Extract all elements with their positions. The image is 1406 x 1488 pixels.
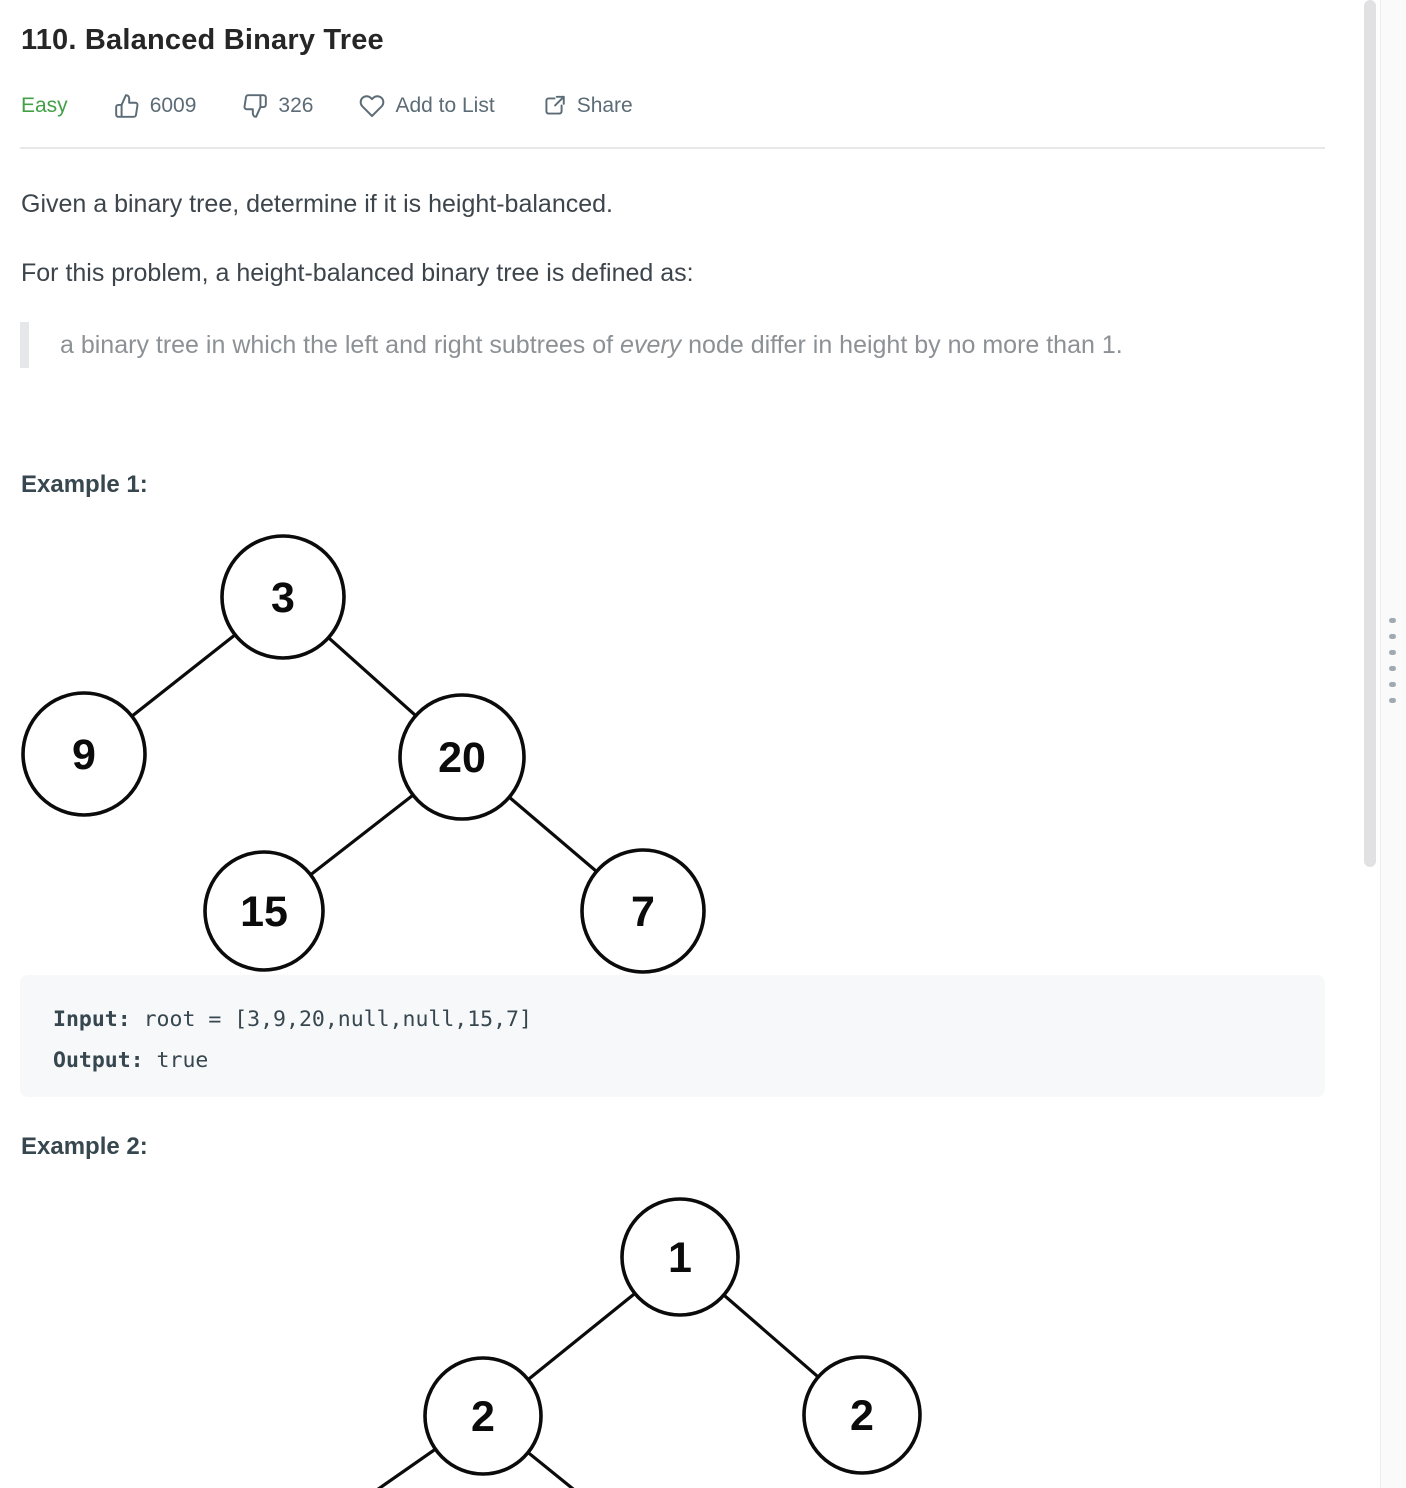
description-paragraph: Given a binary tree, determine if it is height-balanced.	[21, 190, 613, 218]
input-label: Input:	[53, 1007, 131, 1032]
output-label: Output:	[53, 1048, 144, 1073]
like-button[interactable]	[114, 93, 197, 119]
input-value: root = [3,9,20,null,null,15,7]	[130, 1007, 532, 1032]
handle-dot	[1389, 634, 1396, 639]
example-1-tree-diagram	[0, 525, 1406, 980]
dislike-button[interactable]	[242, 93, 313, 119]
share-label: Share	[576, 94, 633, 117]
dislike-count: 326	[278, 94, 314, 117]
handle-dot	[1389, 682, 1396, 687]
add-to-list-button[interactable]	[359, 93, 494, 119]
heart-icon	[359, 93, 385, 119]
tree-node-value: 2	[850, 1392, 874, 1440]
tree-node-value: 1	[668, 1234, 692, 1282]
emphasized-word: every	[620, 330, 682, 359]
example-2-heading: Example 2:	[21, 1133, 148, 1160]
handle-dot	[1389, 650, 1396, 655]
tree-node-value: 15	[240, 888, 288, 936]
tree-node-value: 2	[471, 1393, 495, 1441]
definition-paragraph: For this problem, a height-balanced binary tree is defined as:	[21, 259, 694, 287]
share-icon	[541, 93, 567, 119]
drag-handle-dots	[1389, 618, 1396, 703]
example-2-tree-diagram	[0, 1190, 1406, 1488]
handle-dot	[1389, 666, 1396, 671]
handle-dot	[1389, 618, 1396, 623]
difficulty-badge: Easy	[21, 94, 68, 117]
definition-blockquote	[20, 322, 1320, 368]
share-button[interactable]	[541, 93, 633, 119]
thumbs-down-icon	[242, 93, 268, 119]
tree-node-value: 20	[438, 734, 486, 782]
tree-node-value: 7	[631, 888, 655, 936]
vertical-scrollbar-thumb[interactable]	[1364, 0, 1376, 867]
like-count: 6009	[149, 94, 197, 117]
blockquote-bar	[20, 322, 29, 368]
handle-dot	[1389, 698, 1396, 703]
header-divider	[20, 147, 1325, 149]
add-to-list-label: Add to List	[395, 94, 495, 117]
problem-meta-row	[21, 90, 679, 122]
output-value: true	[143, 1048, 209, 1073]
example-1-heading: Example 1:	[21, 471, 148, 498]
thumbs-up-icon	[114, 93, 140, 119]
tree-node-value: 3	[271, 574, 295, 622]
pane-split-divider[interactable]	[1380, 0, 1406, 1488]
problem-title: 110. Balanced Binary Tree	[21, 24, 384, 56]
example-1-io-block	[20, 975, 1325, 1097]
tree-node-value: 9	[72, 731, 96, 779]
blockquote-text: a binary tree in which the left and right subtrees of every node differ in height by no more than 1.	[60, 330, 1123, 359]
